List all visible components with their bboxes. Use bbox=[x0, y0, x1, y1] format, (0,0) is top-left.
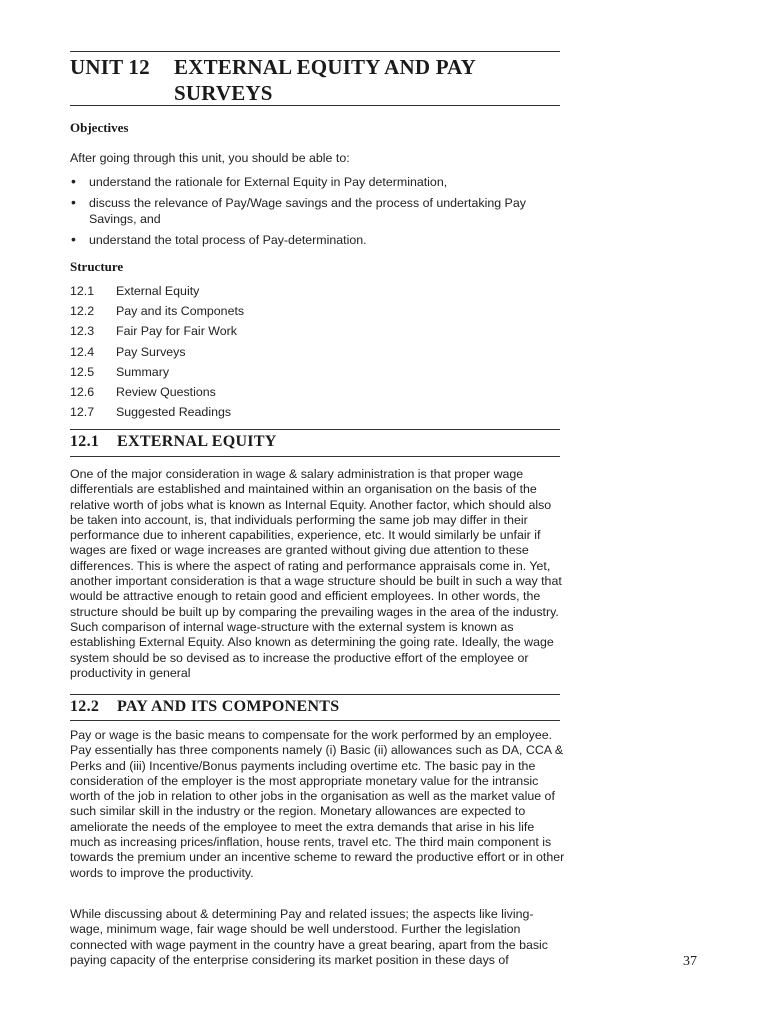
list-item: • understand the total process of Pay-determination. bbox=[70, 233, 560, 248]
toc-number: 12.6 bbox=[70, 384, 95, 399]
toc-number: 12.5 bbox=[70, 364, 95, 379]
title-bottom-rule bbox=[70, 105, 560, 106]
toc-title: Suggested Readings bbox=[116, 405, 232, 420]
list-item bbox=[70, 385, 370, 405]
objectives-intro: After going through this unit, you should be able to: bbox=[70, 151, 350, 165]
toc-title: Pay Surveys bbox=[116, 344, 186, 359]
section-number: 12.2 bbox=[70, 698, 100, 715]
page-number: 37 bbox=[683, 954, 697, 969]
unit-title-text: EXTERNAL EQUITY AND PAY SURVEYS bbox=[174, 55, 476, 105]
toc-title: External Equity bbox=[116, 284, 200, 298]
section-title: EXTERNAL EQUITY bbox=[117, 433, 277, 450]
section-rule bbox=[70, 720, 560, 721]
section-rule bbox=[70, 429, 560, 430]
structure-list bbox=[70, 284, 370, 425]
section-paragraph: One of the major consideration in wage & salary administration is that proper wage differentials are established and maintained within an organisation on the basis of the relative worth of jobs what is known as Internal Equity. Another factor, which should also be taken into account, is, that individuals performing the same job may differ in their performance due to inherent capabilities, experience, etc. It would similarly be unfair if wages are fixed or wage increases are granted without giving due attention to these differences. This is where the aspect of rating and performance appraisals come in. Yet, another important consideration is that a wage structure should be built in such a way that would be attractive enough to retain good and efficient employees. In other words, the structure should be built up by comparing the prevailing wages in the area of the industry. Such comparison of internal wage-structure with the external system is known as establishing External Equity. Also known as determining the going rate. Ideally, the wage system should be so devised as to increase the productive effort of the employee or productivity in general bbox=[70, 467, 562, 680]
title-top-rule bbox=[70, 51, 560, 52]
list-item bbox=[70, 405, 370, 425]
toc-number: 12.1 bbox=[70, 284, 95, 298]
section-title: PAY AND ITS COMPONENTS bbox=[117, 698, 340, 715]
toc-title: Fair Pay for Fair Work bbox=[116, 324, 237, 339]
section-paragraph: While discussing about & determining Pay and related issues; the aspects like living-wage, minimum wage, fair wage should be well understood. Further the legislation connected with wage payment in the country have a great bearing, apart from the basic paying capacity of the enterprise considering its market position in these days of bbox=[70, 907, 549, 967]
list-item bbox=[70, 365, 370, 385]
unit-number: UNIT 12 bbox=[70, 55, 150, 79]
section-number: 12.1 bbox=[70, 433, 100, 450]
toc-number: 12.4 bbox=[70, 344, 95, 359]
list-item: • discuss the relevance of Pay/Wage savings and the process of undertaking Pay Savings, and bbox=[70, 196, 539, 227]
section-rule bbox=[70, 694, 560, 695]
list-item bbox=[70, 345, 370, 365]
toc-title: Review Questions bbox=[116, 384, 216, 399]
section-rule bbox=[70, 456, 560, 457]
structure-heading: Structure bbox=[70, 259, 124, 274]
list-item bbox=[70, 324, 370, 344]
toc-title: Summary bbox=[116, 364, 170, 379]
toc-title: Pay and its Componets bbox=[116, 304, 245, 319]
list-item bbox=[70, 284, 370, 304]
toc-number: 12.7 bbox=[70, 405, 95, 420]
toc-number: 12.3 bbox=[70, 324, 95, 339]
objectives-heading: Objectives bbox=[70, 120, 129, 135]
list-item: • understand the rationale for External Equity in Pay determination, bbox=[70, 175, 560, 190]
section-paragraph: Pay or wage is the basic means to compensate for the work performed by an employee. Pay essentially has three components namely (i) Basic (ii) allowances such as DA, CCA & Perks and (iii) Incentive/Bonus payments including overtime etc. The basic pay in the consideration of the employer is the most appropriate monetary value for the intransic worth of the job in relation to other jobs in the organisation as well as the market value of such similar skill in the industry or the region. Monetary allowances are expected to ameliorate the needs of the employee to meet the extra demands that arise in his life much as increasing prices/inflation, house rents, travel etc. The third main component is towards the premium under an incentive scheme to reward the productive effort or in other words to improve the productivity. bbox=[70, 728, 565, 880]
list-item bbox=[70, 304, 370, 324]
toc-number: 12.2 bbox=[70, 304, 95, 319]
objectives-list bbox=[70, 175, 560, 254]
